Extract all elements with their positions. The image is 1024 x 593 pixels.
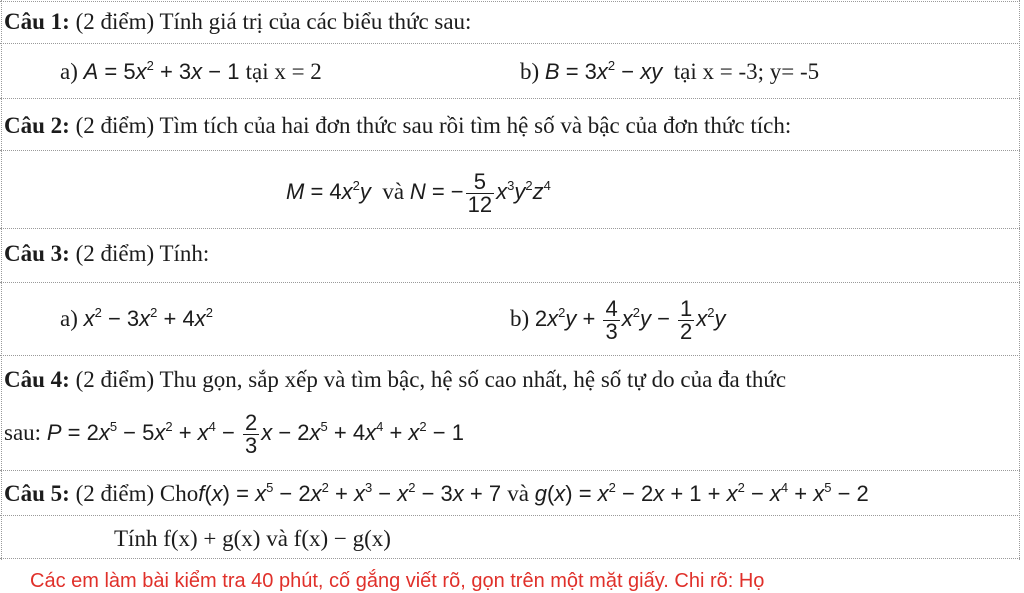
- rule-line: [0, 150, 1020, 151]
- question-text: Tìm tích của hai đơn thức sau rồi tìm hệ số và bậc của đơn thức tích:: [159, 113, 792, 138]
- rule-line: [0, 470, 1020, 471]
- part-b: b) $2x^2y$ + $\frac{4}{3}$ $x^2y$ − $\frac{1}{2}$ $x^2y$: [510, 296, 726, 345]
- rule-line: [0, 228, 1020, 229]
- left-border: [1, 0, 2, 560]
- question-points: (2 điểm): [75, 113, 155, 138]
- polynomial-P: sau: $P = 2x^5 - 5x^2 + x^4$ − $\frac{2}{3}$ $x - 2x^5 + 4x^4 + x^2 - 1$: [4, 410, 464, 459]
- fraction: $\frac{5}{12}$: [467, 169, 493, 218]
- question-label: Câu 2:: [4, 113, 70, 138]
- question-points: (2 điểm): [75, 241, 155, 266]
- question-2-monomials: [0, 167, 1020, 217]
- question-label: Câu 4:: [4, 367, 70, 392]
- rule-line: [0, 515, 1020, 516]
- question-points: (2 điểm): [75, 481, 155, 506]
- question-text: Tính:: [159, 241, 210, 266]
- rule-line: [0, 282, 1020, 283]
- expression-A: A: [83, 59, 99, 84]
- exam-sheet: Câu 1: (2 điểm) Tính giá trị của các biểu thức sau: a) $A = 5x^2 + 3x - 1$ tại x = 2 b) $B = 3x^2$ − xy tại x = -3; y= -5 Câu 2: (2 điểm) Tìm tích của hai đơn thức sau rồi tìm hệ số và bậc của đơn thức tích: $M = 4x^2y$ và N = − $\frac{5}{12}$ $x^3y^2z^4$ Câu 3: (2 điểm) Tính: a) $x^2 - 3x^2 + 4x^2$ b) $2x^2y$ + $\frac{4}{3}$ $x^2y$ − $\frac{1}{2}$ $x^2y$ Câu 4: (2 điểm) Thu gọn, sắp xếp và tìm bậc, hệ số cao nhất, hệ số tự do của đa thức sau: $P = 2x^5 - 5x^2 + x^4$ − $\frac{2}{3}$ $x - 2x^5 + 4x^4 + x^2 - 1$ Câu 5: (2 điểm) Chof(x) = $x^5 - 2x^2 + x^3 - x^2 - 3x + 7$ và $g(x) = x^2 - 2x + 1 + x^2 - x^4 + x^5 - 2$ Tính f(x) + g(x) và f(x) − g(x) Các em làm bài kiểm tra 40 phút, cố gắng viết rõ, gọn trên một mặt giấy. Chi rõ: Họ: [0, 0, 1024, 587]
- expression-B: B: [544, 59, 560, 84]
- question-label: Câu 5:: [4, 481, 70, 506]
- rule-line: [0, 43, 1020, 44]
- task-text: Tính f(x) + g(x) và f(x) − g(x): [114, 526, 391, 551]
- instruction-note: Các em làm bài kiểm tra 40 phút, cố gắng viết rõ, gọn trên một mặt giấy. Chi rõ: Họ: [30, 570, 765, 592]
- question-4-polynomial: [0, 406, 1020, 460]
- right-border: [1019, 0, 1020, 560]
- question-points: (2 điểm): [75, 367, 155, 392]
- rule-line: [0, 1, 1020, 2]
- question-text: Tính giá trị của các biểu thức sau:: [159, 9, 472, 34]
- question-label: Câu 1:: [4, 9, 70, 34]
- rule-line: [0, 558, 1020, 559]
- question-text: Thu gọn, sắp xếp và tìm bậc, hệ số cao nhất, hệ số tự do của đa thức: [159, 367, 787, 392]
- monomials-expression: $M = 4x^2y$ và N = − $\frac{5}{12}$ $x^3y^2z^4$: [286, 169, 551, 218]
- part-b: b) $B = 3x^2$ − xy tại x = -3; y= -5: [520, 58, 820, 84]
- part-a: a) $x^2 - 3x^2 + 4x^2$: [60, 305, 213, 331]
- question-label: Câu 3:: [4, 241, 70, 266]
- rule-line: [0, 355, 1020, 356]
- question-3-parts: [0, 292, 1020, 346]
- part-a: a) $A = 5x^2 + 3x - 1$ tại x = 2: [60, 58, 322, 84]
- question-points: (2 điểm): [75, 9, 155, 34]
- rule-line: [0, 98, 1020, 99]
